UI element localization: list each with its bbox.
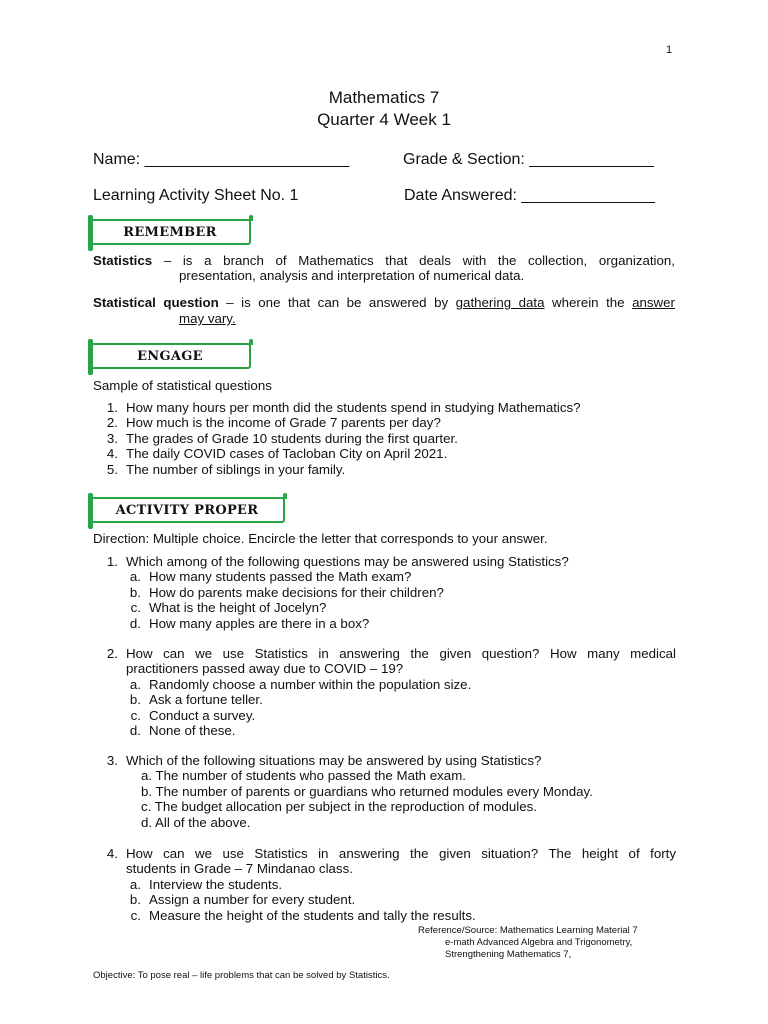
choice-text: What is the height of Jocelyn? <box>149 600 327 616</box>
choice <box>80 877 676 892</box>
engage-intro: Sample of statistical questions <box>93 378 272 393</box>
choice <box>80 677 676 692</box>
banner-tip <box>283 493 287 499</box>
question-stem <box>80 646 676 661</box>
item-text: The daily COVID cases of Tacloban City on April 2021. <box>126 446 448 462</box>
choice <box>80 723 676 738</box>
choice <box>80 708 676 723</box>
banner-tip <box>249 215 253 221</box>
question-stem <box>80 753 593 768</box>
choice-text: Assign a number for every student. <box>149 892 356 908</box>
item-number: 5. <box>106 461 118 477</box>
sq-def-b: wherein the <box>544 295 633 310</box>
objective-footer: Objective: To pose real – life problems that can be solved by Statistics. <box>93 970 390 981</box>
statistics-term: Statistics <box>93 253 153 268</box>
choice <box>80 908 676 923</box>
question-text: How can we use Statistics in answering the given question? How many medical <box>126 646 676 661</box>
choice-letter: b. <box>129 584 141 600</box>
question-text-cont: practitioners passed away due to COVID – 19? <box>126 661 404 677</box>
list-item <box>80 462 581 477</box>
choice: d. All of the above. <box>141 814 251 830</box>
name-field: Name: _______________________ <box>93 151 350 168</box>
question-2 <box>80 646 676 738</box>
question-number: 4. <box>106 846 118 861</box>
item-text: How many hours per month did the students spend in studying Mathematics? <box>126 400 581 415</box>
choice-text: Conduct a survey. <box>149 707 256 723</box>
list-item <box>80 446 581 461</box>
item-text: The number of siblings in your family. <box>126 461 346 477</box>
sq-underline-2: answer <box>632 295 675 310</box>
question-text-cont: students in Grade – 7 Mindanao class. <box>126 861 353 877</box>
choice <box>80 692 676 707</box>
remember-label: REMEMBER <box>123 225 217 240</box>
item-number: 2. <box>106 415 118 431</box>
choice-text: How many apples are there in a box? <box>149 615 370 631</box>
statistical-question-term: Statistical question <box>93 295 219 310</box>
statistics-def-2: presentation, analysis and interpretation of numerical data. <box>179 268 525 283</box>
sq-def-a: – is one that can be answered by <box>218 295 456 310</box>
item-number: 3. <box>106 430 118 446</box>
sq-underline-1: gathering data <box>455 295 545 310</box>
item-number: 4. <box>106 446 118 462</box>
choice-letter: a. <box>129 676 141 692</box>
reference-line-1: Reference/Source: Mathematics Learning Material 7 <box>418 925 638 936</box>
choice-letter: d. <box>129 615 141 631</box>
question-stem <box>80 846 676 861</box>
engage-label: ENGAGE <box>137 349 203 364</box>
reference-line-2: e-math Advanced Algebra and Trigonometry, <box>445 937 633 948</box>
activity-proper-label: ACTIVITY PROPER <box>115 503 259 518</box>
choice <box>80 892 676 907</box>
list-item <box>80 431 581 446</box>
choice-letter: b. <box>129 892 141 908</box>
question-text: Which among of the following questions may be answered using Statistics? <box>126 554 569 569</box>
direction-text: Direction: Multiple choice. Encircle the letter that corresponds to your answer. <box>93 531 548 546</box>
choice <box>80 569 569 584</box>
question-3 <box>80 753 593 830</box>
activity-sheet-label: Learning Activity Sheet No. 1 <box>93 187 299 204</box>
choice <box>80 600 569 615</box>
statistical-question-line1 <box>93 295 675 311</box>
choice-letter: a. <box>129 876 141 892</box>
choice-text: How many students passed the Math exam? <box>149 569 412 585</box>
date-answered-field: Date Answered: _______________ <box>404 187 655 204</box>
statistics-definition-line1 <box>93 253 675 269</box>
question-1 <box>80 554 569 631</box>
question-text: How can we use Statistics in answering the given situation? The height of forty <box>126 846 676 861</box>
statistics-def-1: – is a branch of Mathematics that deals with the collection, organization, <box>152 253 675 268</box>
list-item <box>80 400 581 415</box>
page-number: 1 <box>666 44 673 56</box>
choice <box>80 585 569 600</box>
sq-underline-3: may vary. <box>179 311 236 326</box>
item-text: The grades of Grade 10 students during the first quarter. <box>126 430 458 446</box>
choice-text: None of these. <box>149 723 236 739</box>
page-subtitle: Quarter 4 Week 1 <box>317 110 451 129</box>
choice-letter: b. <box>129 692 141 708</box>
activity-proper-section-header <box>89 497 285 523</box>
engage-list <box>80 400 581 477</box>
remember-section-header <box>89 219 251 245</box>
grade-section-field: Grade & Section: ______________ <box>403 151 654 168</box>
item-text: How much is the income of Grade 7 parents per day? <box>126 415 441 431</box>
choice-text: Measure the height of the students and tally the results. <box>149 907 476 923</box>
choice: b. The number of parents or guardians who returned modules every Monday. <box>141 783 593 799</box>
choice-letter: a. <box>129 569 141 585</box>
question-text: Which of the following situations may be answered by using Statistics? <box>126 753 542 768</box>
list-item <box>80 415 581 430</box>
choice-text: Interview the students. <box>149 876 283 892</box>
reference-line-3: Strengthening Mathematics 7, <box>445 949 572 960</box>
choice-letter: c. <box>130 600 141 616</box>
choice-text: Ask a fortune teller. <box>149 692 263 708</box>
choice-text: Randomly choose a number within the population size. <box>149 676 472 692</box>
engage-section-header <box>89 343 251 369</box>
question-number: 3. <box>106 753 118 768</box>
choice-text: How do parents make decisions for their children? <box>149 584 444 600</box>
choice <box>80 616 569 631</box>
banner-tip <box>249 339 253 345</box>
choice: a. The number of students who passed the Math exam. <box>141 768 466 784</box>
question-number: 1. <box>106 554 118 569</box>
question-number: 2. <box>106 646 118 661</box>
choice: c. The budget allocation per subject in the reproduction of modules. <box>141 799 537 815</box>
page-title: Mathematics 7 <box>328 88 440 107</box>
choice-letter: c. <box>130 907 141 923</box>
question-stem <box>80 554 569 569</box>
choice-letter: d. <box>129 723 141 739</box>
choice-letter: c. <box>130 707 141 723</box>
item-number: 1. <box>106 400 118 415</box>
question-4 <box>80 846 676 923</box>
